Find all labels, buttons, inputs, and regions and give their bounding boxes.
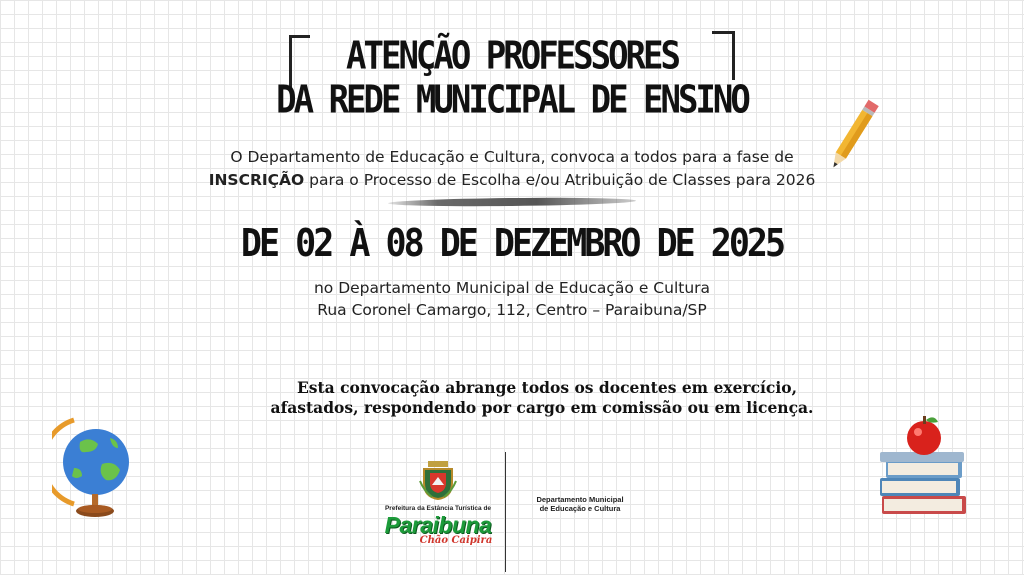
city-tagline: Chão Caipira (419, 535, 493, 546)
intro-text-line1: O Departamento de Educação e Cultura, convoca a todos para a fase de (230, 148, 794, 166)
municipal-crest-icon (418, 461, 458, 501)
footer-divider (505, 452, 506, 572)
event-address: Rua Coronel Camargo, 112, Centro – Paraibuna/SP (317, 301, 707, 319)
page-title-line1: ATENÇÃO PROFESSORES (346, 33, 678, 79)
intro-text-line2 (150, 169, 874, 192)
department-name-line1: Departamento Municipal (536, 495, 624, 504)
globe-icon (52, 414, 136, 520)
intro-emphasis: INSCRIÇÃO (208, 171, 305, 189)
event-date: DE 02 À 08 DE DEZEMBRO DE 2025 (240, 222, 784, 266)
books-with-apple-icon (872, 412, 972, 520)
notice-line2: afastados, respondendo por cargo em comissão ou em licença. (270, 398, 814, 417)
intro-text-rest: para o Processo de Escolha e/ou Atribuição de Classes para 2026 (304, 171, 816, 189)
department-name-line2: de Educação e Cultura (539, 504, 621, 513)
page-title-line2: DA REDE MUNICIPAL DE ENSINO (276, 77, 748, 123)
department-name (520, 495, 640, 513)
city-logo-text: Paraibuna (384, 512, 492, 538)
event-place-line1: no Departamento Municipal de Educação e Cultura (313, 279, 711, 297)
notice-line1: Esta convocação abrange todos os docentes em exercício, (296, 378, 797, 397)
brush-stroke-divider (388, 197, 636, 208)
prefeitura-label: Prefeitura da Estância Turística de (384, 505, 492, 512)
